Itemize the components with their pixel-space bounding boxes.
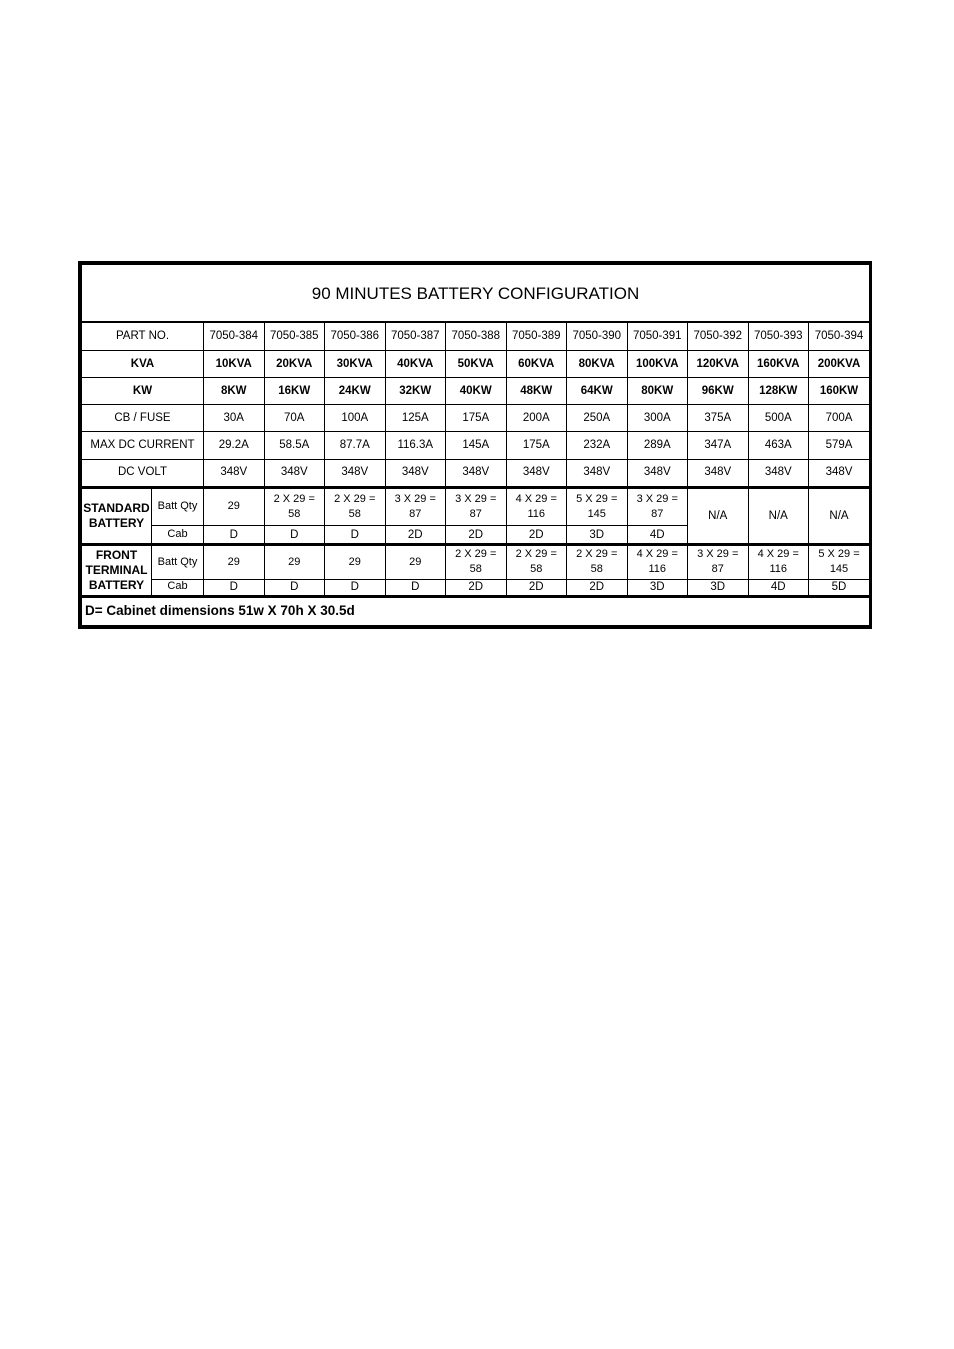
part-no-row [82,322,870,350]
table-cell: 116.3A [385,432,446,459]
table-cell: 40KW [446,377,507,404]
na-cell: N/A [809,487,870,544]
table-cell: 7050-388 [446,322,507,350]
table-cell: 7050-386 [325,322,386,350]
table-cell: 7050-389 [506,322,567,350]
cell-line: 29 [227,555,240,568]
table-cell: 10KVA [204,350,265,377]
cab-cell: 2D [446,579,507,596]
table-cell: 232A [567,432,628,459]
table-title: 90 MINUTES BATTERY CONFIGURATION [82,265,870,323]
table-cell: 16KW [264,377,325,404]
table-cell: 48KW [506,377,567,404]
cab-cell: D [264,579,325,596]
cab-cell: D [325,579,386,596]
group-label-line: TERMINAL [85,562,148,577]
cell-line: 3 X 29 = [455,492,497,505]
table-cell: 7050-394 [809,322,870,350]
cell-line: 145 [829,563,849,576]
batt-qty-cell [506,545,567,579]
front-terminal-qty-row [82,545,870,579]
row-label: CB / FUSE [82,405,204,432]
table-cell: 250A [567,405,628,432]
na-cell: N/A [688,487,749,544]
table-cell: 32KW [385,377,446,404]
table-cell: 7050-384 [204,322,265,350]
table-cell: 200A [506,405,567,432]
table-cell: 348V [748,459,809,487]
batt-qty-label: Batt Qty [152,487,204,525]
cell-line: 2 X 29 = [576,548,618,561]
footnote: D= Cabinet dimensions 51w X 70h X 30.5d [82,596,870,625]
table-cell: 7050-393 [748,322,809,350]
table-cell: 120KVA [688,350,749,377]
table-cell: 8KW [204,377,265,404]
table-cell: 7050-391 [627,322,688,350]
cab-cell: 5D [809,579,870,596]
table-cell: 145A [446,432,507,459]
front-terminal-cab-row [82,579,870,596]
group-label-line: STANDARD [83,501,150,516]
table-cell: 29.2A [204,432,265,459]
cell-line: 87 [651,507,664,520]
cell-line: 58 [348,507,361,520]
table-cell: 375A [688,405,749,432]
table-cell: 463A [748,432,809,459]
cell-line: 2 X 29 = [334,492,376,505]
group-label-line: BATTERY [88,577,145,592]
group-label-line: BATTERY [88,516,145,531]
table-cell: 348V [506,459,567,487]
table-cell: 7050-392 [688,322,749,350]
table-cell: 50KVA [446,350,507,377]
table-cell: 348V [385,459,446,487]
cab-cell: 2D [446,526,507,545]
cab-cell: D [264,526,325,545]
cab-cell: 2D [506,526,567,545]
table-cell: 24KW [325,377,386,404]
batt-qty-cell [204,487,265,525]
footnote-row [82,596,870,625]
cell-line: 2 X 29 = [273,492,315,505]
cell-line: 58 [590,563,603,576]
table-cell: 579A [809,432,870,459]
row-label: KW [82,377,204,404]
cab-cell: 3D [688,579,749,596]
table-cell: 30KVA [325,350,386,377]
table-cell: 20KVA [264,350,325,377]
cab-cell: D [204,526,265,545]
row-label: KVA [82,350,204,377]
batt-qty-cell [506,487,567,525]
row-label: PART NO. [82,322,204,350]
batt-qty-cell [567,545,628,579]
table-cell: 64KW [567,377,628,404]
batt-qty-cell [627,487,688,525]
kw-row [82,377,870,404]
cell-line: 29 [227,500,240,513]
batt-qty-label: Batt Qty [152,545,204,579]
cell-line: 2 X 29 = [455,548,497,561]
table-cell: 200KVA [809,350,870,377]
cell-line: 116 [648,563,667,576]
max-dc-current-row [82,432,870,459]
cell-line: 4 X 29 = [757,548,799,561]
cell-line: 3 X 29 = [636,492,678,505]
cell-line: 58 [288,507,301,520]
batt-qty-cell [567,487,628,525]
cab-cell: D [385,579,446,596]
cell-line: 58 [469,563,482,576]
table-cell: 87.7A [325,432,386,459]
table-cell: 300A [627,405,688,432]
table-cell: 175A [446,405,507,432]
cab-cell: 2D [506,579,567,596]
cab-cell: D [325,526,386,545]
batt-qty-cell [264,545,325,579]
cell-line: 5 X 29 = [576,492,618,505]
table-cell: 58.5A [264,432,325,459]
standard-battery-qty-row [82,487,870,525]
cab-cell: 3D [627,579,688,596]
table-cell: 348V [688,459,749,487]
table-cell: 348V [446,459,507,487]
table-cell: 500A [748,405,809,432]
table-cell: 80KVA [567,350,628,377]
batt-qty-cell [325,487,386,525]
batt-qty-cell [204,545,265,579]
cell-line: 116 [527,507,546,520]
table-cell: 160KVA [748,350,809,377]
group-label-line: FRONT [95,547,138,562]
table-cell: 175A [506,432,567,459]
cab-cell: 2D [567,579,628,596]
table-cell: 100KVA [627,350,688,377]
cell-line: 145 [587,507,606,520]
cell-line: 29 [348,555,361,568]
cell-line: 2 X 29 = [515,548,557,561]
cell-line: 29 [409,555,422,568]
batt-qty-cell [809,545,870,579]
table-cell: 348V [264,459,325,487]
table-cell: 70A [264,405,325,432]
batt-qty-cell [688,545,749,579]
cab-cell: 2D [385,526,446,545]
table-cell: 348V [627,459,688,487]
table-cell: 348V [809,459,870,487]
cell-line: 5 X 29 = [818,548,860,561]
cab-cell: D [204,579,265,596]
table-cell: 128KW [748,377,809,404]
table-cell: 7050-387 [385,322,446,350]
batt-qty-cell [748,545,809,579]
front-terminal-battery-label [82,545,152,596]
cab-cell: 3D [567,526,628,545]
cell-line: 3 X 29 = [697,548,739,561]
table-cell: 30A [204,405,265,432]
cell-line: 58 [530,563,543,576]
batt-qty-cell [627,545,688,579]
table-cell: 289A [627,432,688,459]
table-cell: 348V [204,459,265,487]
cab-cell: 4D [748,579,809,596]
kva-row [82,350,870,377]
batt-qty-cell [385,545,446,579]
row-label: DC VOLT [82,459,204,487]
cell-line: 87 [711,563,724,576]
table-cell: 160KW [809,377,870,404]
dc-volt-row [82,459,870,487]
table-cell: 96KW [688,377,749,404]
cab-label: Cab [152,526,204,545]
cab-cell: 4D [627,526,688,545]
cell-line: 87 [409,507,422,520]
table-cell: 60KVA [506,350,567,377]
table-cell: 80KW [627,377,688,404]
batt-qty-cell [385,487,446,525]
cab-label: Cab [152,579,204,596]
batt-qty-cell [446,545,507,579]
table-cell: 348V [567,459,628,487]
cell-line: 29 [288,555,301,568]
battery-configuration-table [78,261,872,629]
table-cell: 348V [325,459,386,487]
standard-battery-label [82,487,152,544]
table-cell: 100A [325,405,386,432]
cell-line: 4 X 29 = [636,548,678,561]
batt-qty-cell [325,545,386,579]
batt-qty-cell [446,487,507,525]
table-cell: 700A [809,405,870,432]
batt-qty-cell [264,487,325,525]
cell-line: 3 X 29 = [394,492,436,505]
cb-fuse-row [82,405,870,432]
cell-line: 116 [769,563,788,576]
na-cell: N/A [748,487,809,544]
table-cell: 40KVA [385,350,446,377]
cell-line: 4 X 29 = [515,492,557,505]
table-cell: 7050-385 [264,322,325,350]
table-cell: 125A [385,405,446,432]
config-table [81,264,870,626]
table-cell: 7050-390 [567,322,628,350]
row-label: MAX DC CURRENT [82,432,204,459]
table-cell: 347A [688,432,749,459]
cell-line: 87 [469,507,482,520]
